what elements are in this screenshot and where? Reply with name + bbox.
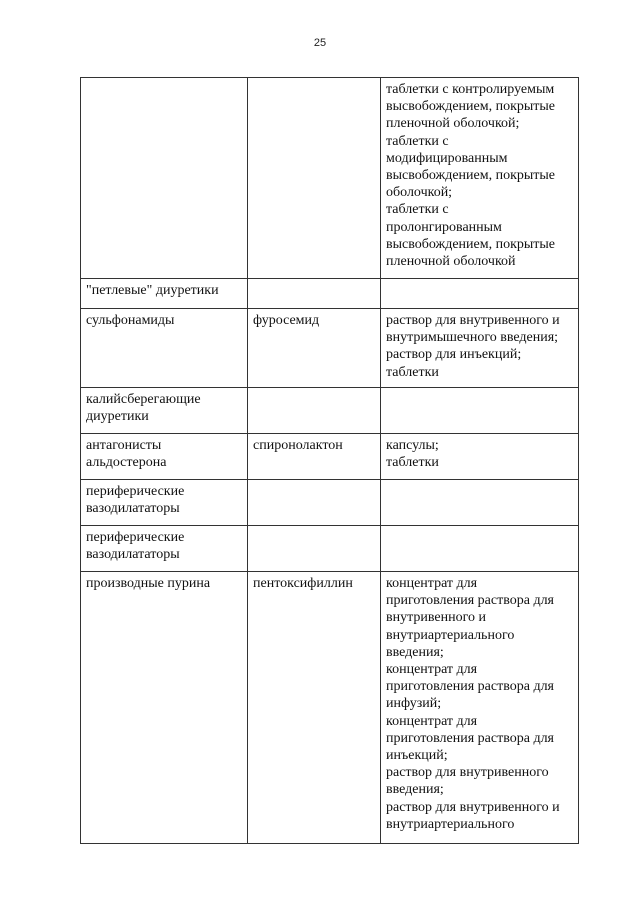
table-row [81,572,579,844]
table-row [81,388,579,434]
table-cell-form [381,388,579,434]
table-cell-group: "петлевые" диуретики [81,279,248,309]
table-cell-drug [248,78,381,279]
table-cell-form [381,480,579,526]
table-cell-drug [248,480,381,526]
table-cell-drug: фуросемид [248,309,381,388]
table-cell-drug [248,388,381,434]
page-number: 25 [313,37,327,49]
table-row [81,78,579,279]
table-cell-group: производные пурина [81,572,248,844]
table-cell-form: таблетки с контролируемым высвобождением, покрытые пленочной оболочкой; таблетки с модифицированным высвобождением, покрытые оболочкой; таблетки с пролонгированным высвобождением, покрытые пленочной оболочкой [381,78,579,279]
table-row [81,279,579,309]
table-row [81,480,579,526]
table-cell-group: калийсберегающие диуретики [81,388,248,434]
table-cell-drug [248,526,381,572]
table-row [81,526,579,572]
table-cell-form: концентрат для приготовления раствора для внутривенного и внутриартериального введения; концентрат для приготовления раствора для инфузий; концентрат для приготовления раствора для инъекций; раствор для внутривенного введения; раствор для внутривенного и внутриартериального [381,572,579,844]
table-cell-drug [248,279,381,309]
table-cell-group: антагонисты альдостерона [81,434,248,480]
table-row [81,309,579,388]
table-cell-form [381,279,579,309]
table-row [81,434,579,480]
table-cell-group: сульфонамиды [81,309,248,388]
table-cell-group: периферические вазодилататоры [81,526,248,572]
table-cell-group: периферические вазодилататоры [81,480,248,526]
table-cell-form: капсулы; таблетки [381,434,579,480]
table-cell-group [81,78,248,279]
table-cell-drug: спиронолактон [248,434,381,480]
table-cell-form [381,526,579,572]
table-cell-drug: пентоксифиллин [248,572,381,844]
drug-table [80,77,579,844]
table-cell-form: раствор для внутривенного и внутримышечного введения; раствор для инъекций; таблетки [381,309,579,388]
